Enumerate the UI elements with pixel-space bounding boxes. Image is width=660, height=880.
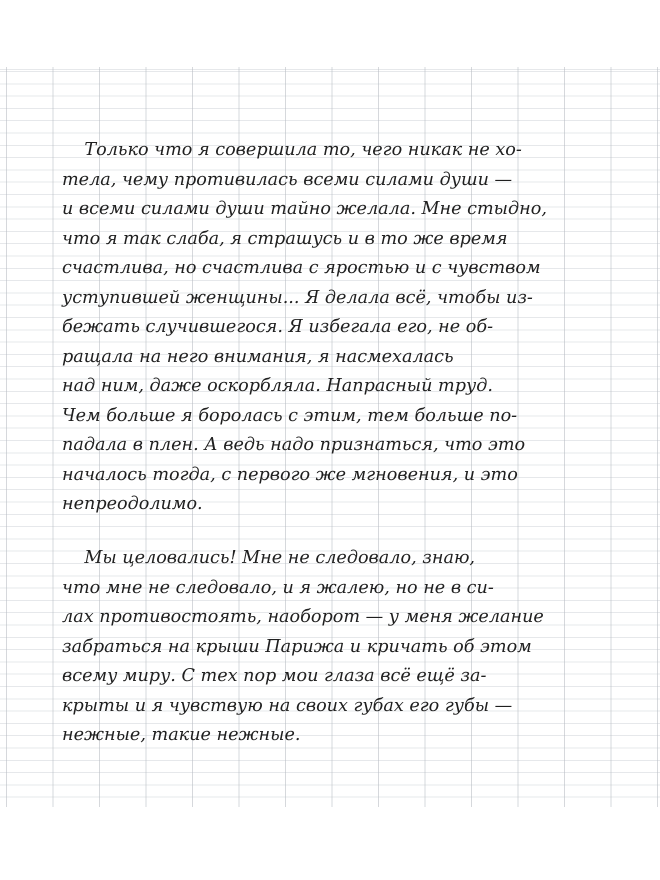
text-line: бежать случившегося. Я избегала его, не об- — [62, 317, 494, 337]
text-line: что мне не следовало, и я жалею, но не в си- — [62, 577, 494, 598]
text-line: Чем больше я боролась с этим, тем больше по- — [62, 405, 518, 426]
text-line: началось тогда, с первого же мгновения, и это — [62, 464, 518, 485]
text-line: ращала на него внимания, я насмехалась — [62, 346, 454, 367]
handwritten-paragraph-2 — [62, 544, 622, 751]
text-line: крыты и я чувствую на своих губах его губы — — [62, 695, 513, 716]
text-line: Только что я совершила то, чего никак не хо- — [62, 140, 522, 160]
text-line: забраться на крыши Парижа и кричать об этом — [62, 636, 532, 657]
text-line: Мы целовались! Мне не следовало, знаю, — [62, 548, 476, 568]
text-line: тела, чему противилась всеми силами души — — [62, 169, 513, 190]
text-line: нежные, такие нежные. — [62, 725, 301, 745]
text-line: непреодолимо. — [62, 494, 203, 514]
text-line: падала в плен. А ведь надо признаться, что это — [62, 435, 526, 455]
text-line: всему миру. С тех пор мои глаза всё ещё за- — [62, 666, 487, 686]
text-line: что я так слаба, я страшусь и в то же время — [62, 228, 508, 249]
text-line: счастлива, но счастлива с яростью и с чувством — [62, 258, 541, 278]
text-line: уступившей женщины... Я делала всё, чтобы из- — [62, 287, 533, 308]
text-line: над ним, даже оскорбляла. Напрасный труд. — [62, 376, 493, 396]
text-line: лах противостоять, наоборот — у меня желание — [62, 607, 544, 627]
handwritten-paragraph-1 — [62, 136, 622, 520]
text-line: и всеми силами души тайно желала. Мне стыдно, — [62, 199, 547, 219]
